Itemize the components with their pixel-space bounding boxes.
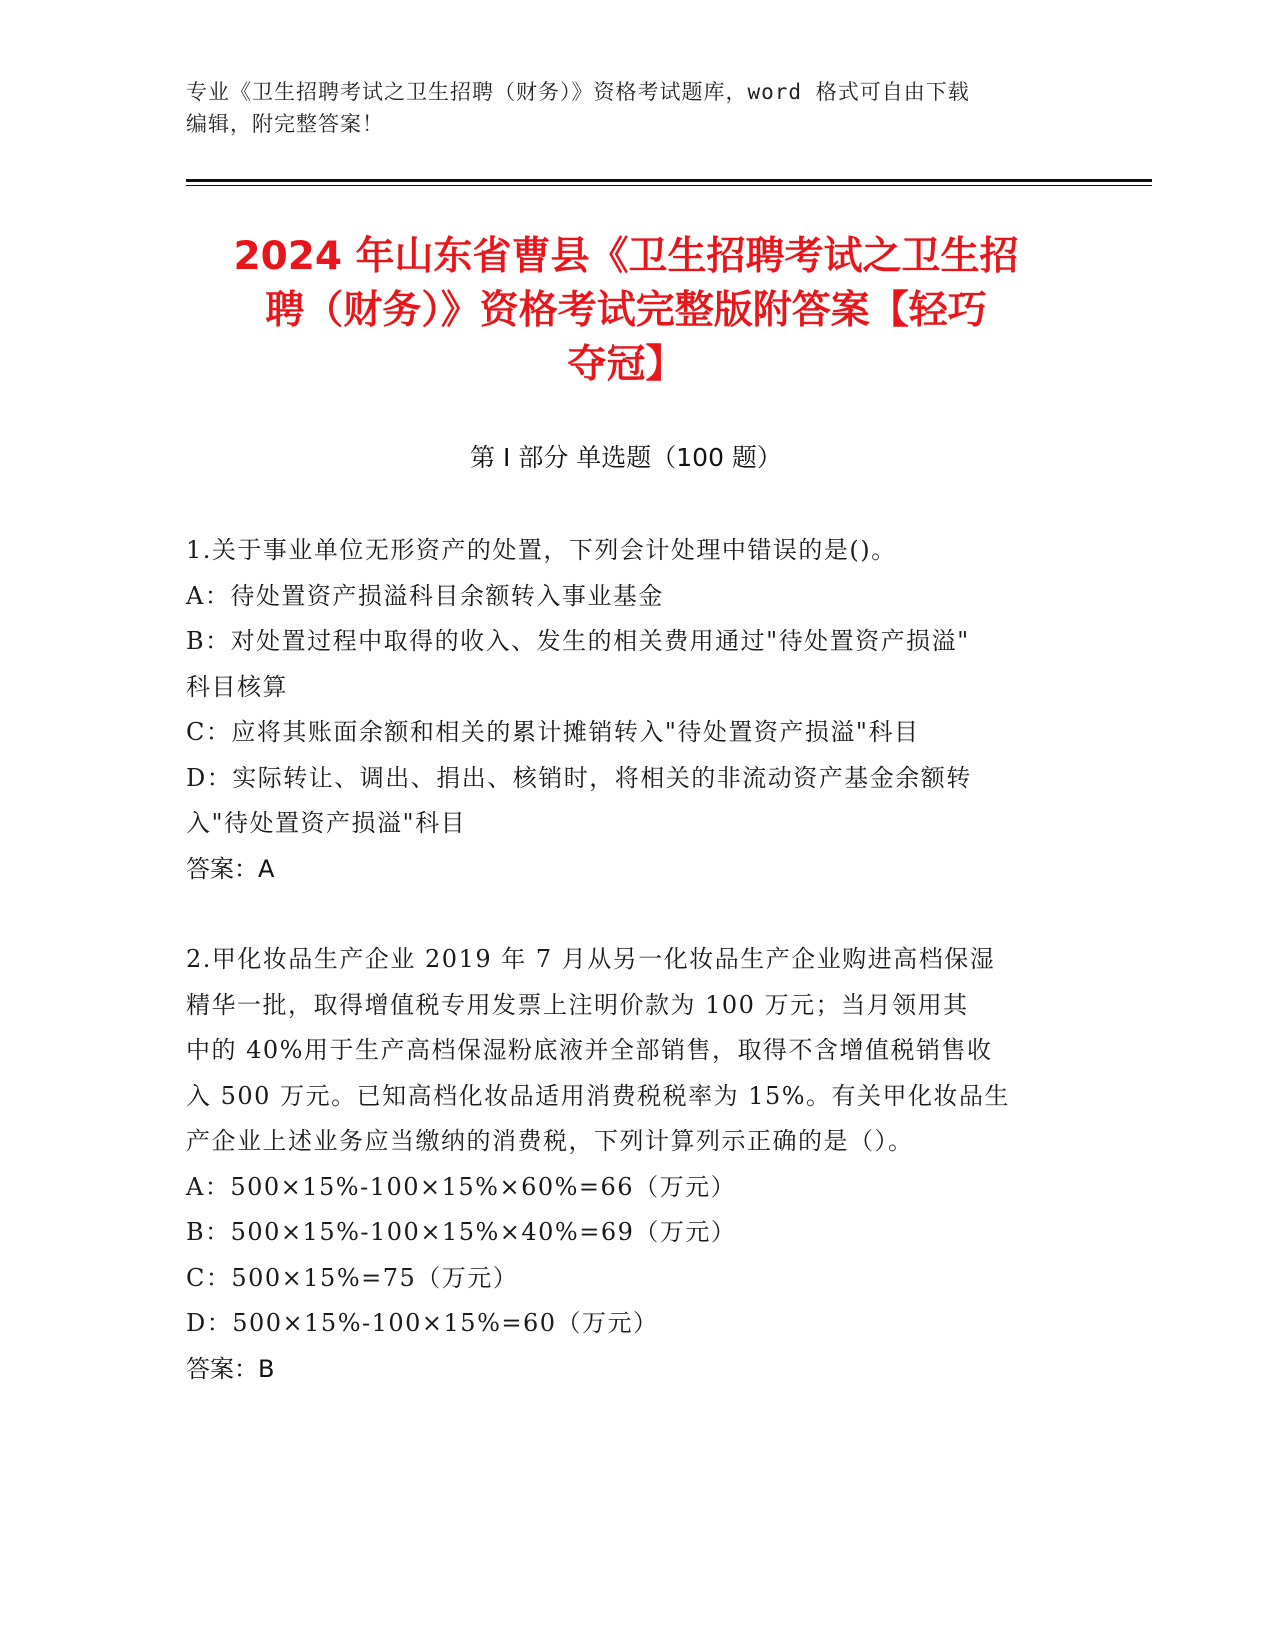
option-d: D：实际转让、调出、捐出、核销时，将相关的非流动资产基金余额转 bbox=[186, 763, 972, 792]
option-b-continued: 科目核算 bbox=[186, 672, 288, 701]
header-divider-thick bbox=[186, 179, 1152, 182]
question-block bbox=[186, 937, 1066, 1392]
question-stem-line: 中的 40%用于生产高档保湿粉底液并全部销售，取得不含增值税销售收 bbox=[186, 1036, 993, 1064]
question-stem-line: 入 500 万元。已知高档化妆品适用消费税税率为 15%。有关甲化妆品生 bbox=[186, 1081, 1011, 1110]
question-stem-line: 1.关于事业单位无形资产的处置，下列会计处理中错误的是()。 bbox=[186, 536, 897, 564]
document-title-line: 夺冠】 bbox=[567, 342, 685, 387]
option-c: C：应将其账面余额和相关的累计摊销转入"待处置资产损溢"科目 bbox=[186, 718, 920, 746]
option-a: A：待处置资产损溢科目余额转入事业基金 bbox=[186, 581, 664, 610]
question-stem-line: 精华一批，取得增值税专用发票上注明价款为 100 万元；当月领用其 bbox=[186, 990, 969, 1019]
document-title-line: 聘（财务）》资格考试完整版附答案【轻巧 bbox=[265, 288, 987, 333]
question-stem-line: 产企业上述业务应当缴纳的消费税，下列计算列示正确的是（）。 bbox=[186, 1127, 914, 1155]
option-d: D：500×15%-100×15%=60（万元） bbox=[186, 1309, 659, 1337]
option-b: B：对处置过程中取得的收入、发生的相关费用通过"待处置资产损溢" bbox=[186, 627, 970, 655]
answer-line: 答案：B bbox=[186, 1354, 275, 1383]
header-divider-thin bbox=[186, 185, 1152, 186]
header-note-line: 专业《卫生招聘考试之卫生招聘（财务）》资格考试题库，word 格式可自由下载 bbox=[186, 80, 970, 104]
document-title bbox=[186, 230, 1066, 392]
document-title-line: 2024 年山东省曹县《卫生招聘考试之卫生招 bbox=[233, 234, 1019, 279]
option-c: C：500×15%=75（万元） bbox=[186, 1263, 519, 1292]
question-block bbox=[186, 528, 1066, 892]
option-d-continued: 入"待处置资产损溢"科目 bbox=[186, 809, 467, 837]
header-note-line: 编辑，附完整答案！ bbox=[186, 112, 384, 136]
option-b: B：500×15%-100×15%×40%=69（万元） bbox=[186, 1218, 737, 1246]
answer-line: 答案：A bbox=[186, 854, 275, 883]
question-stem-line: 2.甲化妆品生产企业 2019 年 7 月从另一化妆品生产企业购进高档保湿 bbox=[186, 945, 996, 973]
section-heading: 第 I 部分 单选题（100 题） bbox=[470, 443, 782, 472]
option-a: A：500×15%-100×15%×60%=66（万元） bbox=[186, 1172, 737, 1201]
header-note bbox=[186, 76, 1066, 140]
